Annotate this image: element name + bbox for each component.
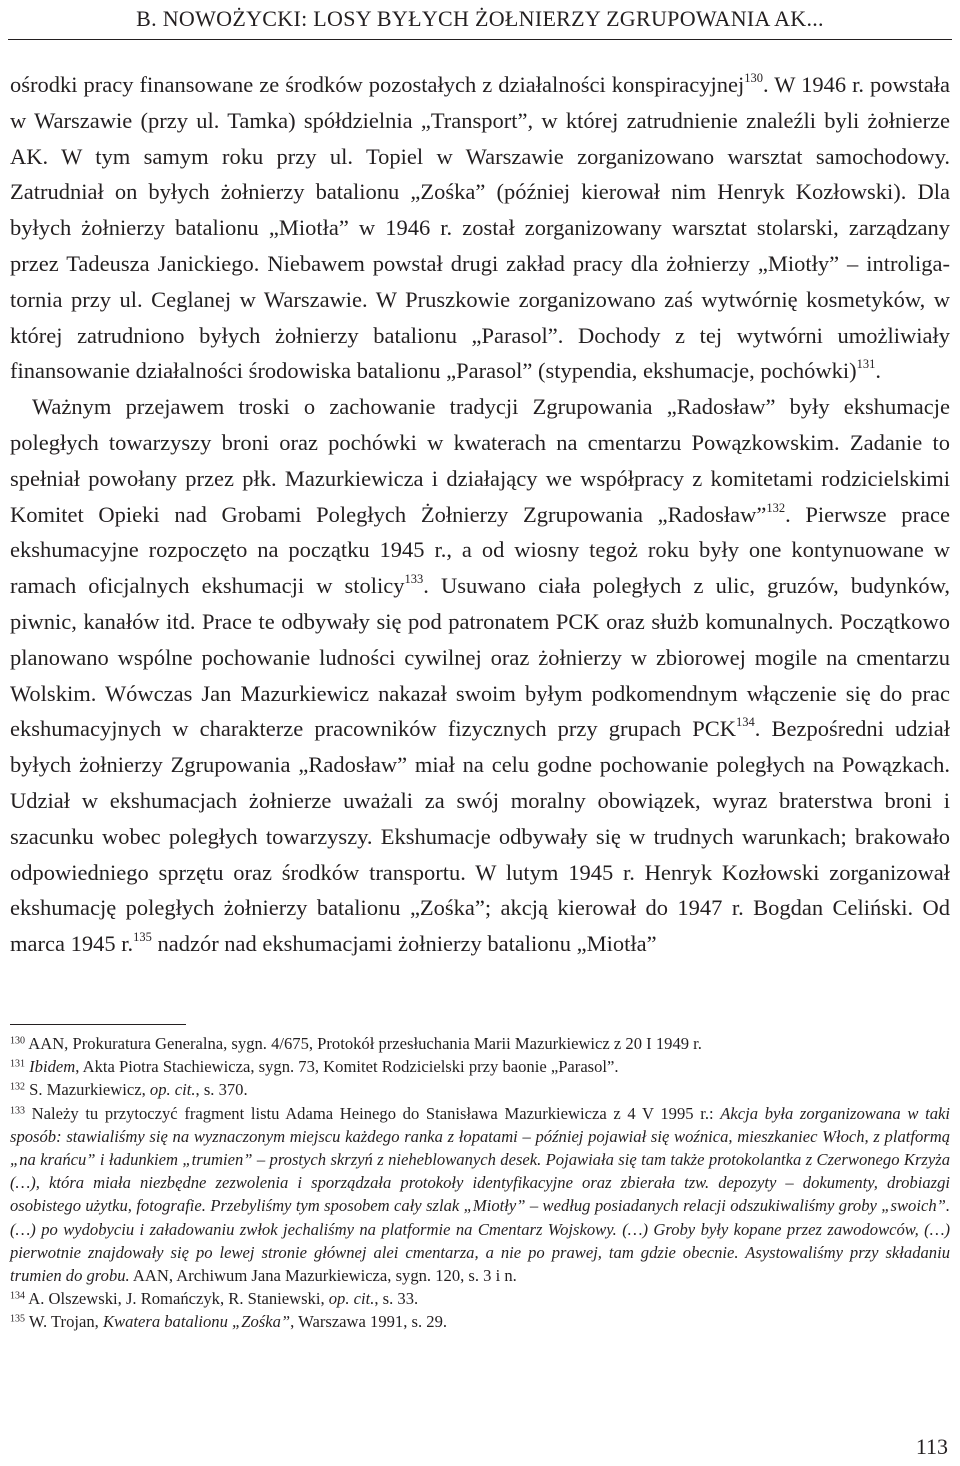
footnote-132	[10, 1078, 950, 1101]
paragraph-text: ośrodki pracy finansowane ze środków pozostałych z działalności konspiracyjnej	[10, 72, 745, 97]
footnote-131	[10, 1055, 950, 1078]
footnote-italic: op. cit.	[149, 1080, 196, 1100]
footnote-135	[10, 1310, 950, 1333]
footnote-italic: op. cit.	[328, 1289, 375, 1309]
footnote-text: AAN, Archiwum Jana Mazurkiewicza, sygn. 120, s. 3 i n.	[129, 1266, 517, 1286]
paragraph-text: . Usuwano ciała poległych z ulic, gruzów, budynków, piwnic, kanałów itd. Prace te odbywały się pod patronatem PCK oraz służb komunalnych. Początkowo planowano wspólne pochowanie ludności cywilnej oraz żołnierzy w zbiorowej mogile na cmentarzu Wolskim. Wówczas Jan Mazurkiewicz nakazał swoim byłym podkomendnym włączenie się do prac ekshumacyjnych w charakterze pracowników fizycznych przy grupach PCK	[10, 573, 950, 742]
paragraph-text: .	[875, 358, 882, 384]
footnote-text: , Warszawa 1991, s. 29.	[290, 1312, 448, 1332]
paragraph-text: . Pierwsze prace ekshumacyjne rozpoczęto na początku 1945 r., a od wiosny tegoż roku były one kontynuowane w ramach oficjalnych ekshumacji w stolicy	[10, 501, 950, 599]
header-rule	[8, 39, 952, 40]
footnote-133	[10, 1102, 950, 1288]
footnote-text: Należy tu przytoczyć fragment listu Adama Heinego do Stanisława Mazurkiewicza z 4 V 1995 r.:	[31, 1103, 721, 1123]
footnote-italic: Akcja była zorganizowana w taki sposób: stawialiśmy się na wyznaczonym miejscu każdego ranka z łopatami – później pojawiał się woźnica, mieszkaniec Włoch, z platformą „na krańcu” i ładunkiem „trumien” – prostych skrzyń z nieheblowanych desek. Pojawiała się tam także protokolantka z Czerwonego Krzyża (…), która miała niezbędne zezwolenia i sporządzała protokoły identyfikacyjne oraz zbierała tzw. depozyty – dokumenty, drobiazgi osobistego użytku, fotografie. Przebyliśmy tym sposobem cały szlak „Miotły” – według posiadanych relacji odszukiwaliśmy groby „swoich”. (…) po wydobyciu i załadowaniu zwłok jechaliśmy na platformie na Cmentarz Wojskowy. (…) Groby były kopane przez zawodowców, (…) pierwotnie znajdowały się po lewej stronie głównej alei cmentarza, a nie po prawej, tam gdzie obecnie. Asystowaliśmy przy składaniu trumien do grobu.	[10, 1103, 950, 1286]
footnotes	[10, 1032, 950, 1334]
footnote-text: A. Olszewski, J. Romańczyk, R. Staniewski,	[28, 1289, 329, 1309]
footnote-italic: Ibidem	[29, 1057, 76, 1077]
footnote-134	[10, 1287, 950, 1310]
footnote-number: 132	[10, 1081, 25, 1093]
footnote-number: 135	[10, 1313, 25, 1325]
footnote-italic: Kwatera batalionu „Zośka”	[102, 1312, 291, 1332]
footnote-number: 131	[10, 1058, 25, 1070]
footnote-text: AAN, Prokuratura Generalna, sygn. 4/675, Protokół przesłuchania Marii Mazurkiewicz z 20 I 1949 r.	[28, 1034, 702, 1053]
paragraph-text: . Bezpośredni udział byłych żołnierzy Zgrupowania „Radosław” miał na celu godne pochowanie poległych na Powązkach. Udział w ekshumacjach żołnierze uważali za swój moralny obowiązek, wyraz braterstwa broni i szacunku wobec poległych towarzyszy. Ekshumacje odbywały się w trudnych warunkach; brakowało odpowiedniego sprzętu oraz środków transportu. W lutym 1945 r. Henryk Kozłowski zorganizował ekshumację poległych żołnierzy batalionu „Zośka”; akcją kierował do 1947 r. Bogdan Celiński. Od marca 1945 r.	[10, 716, 950, 957]
footnote-ref-133[interactable]: 133	[404, 572, 424, 587]
paragraph-2	[10, 389, 950, 962]
footnote-130	[10, 1032, 950, 1055]
body-text	[10, 67, 950, 962]
footnote-ref-135[interactable]: 135	[133, 930, 152, 945]
footnote-text: , s. 370.	[195, 1080, 248, 1100]
footnote-text: S. Mazurkiewicz,	[29, 1080, 150, 1100]
footnote-number: 134	[10, 1290, 25, 1302]
footnote-rule	[10, 1024, 186, 1025]
paragraph-text: Ważnym przejawem troski o zachowanie tradycji Zgrupowania „Radosław” były ekshumacje poległych towarzyszy broni oraz pochówki w kwaterach na cmentarzu Powązkowskim. Zadanie to spełniał powołany przez płk. Mazurkiewicza i działający we współpracy z komitetami rodzicielskimi Komitet Opieki nad Grobami Poległych Żołnierzy Zgrupowania „Radosław”	[10, 394, 950, 527]
paragraph-1	[10, 67, 950, 389]
footnote-number: 130	[10, 1035, 25, 1047]
footnote-ref-131[interactable]: 131	[856, 357, 876, 372]
paragraph-text: . W 1946 r. powstała w Warszawie (przy ul. Tamka) spółdzielnia „Transport”, w której zatrudnienie znaleźli byli żołnierze AK. W tym samym roku przy ul. Topiel w Warszawie zorganizowano warsztat samochodowy. Zatrudniał on byłych żołnierzy batalionu „Zośka” (później kierował nim Henryk Kozłowski). Dla byłych żołnierzy batalionu „Miotła” w 1946 r. został zorganizowany warsztat stolarski, zarządzany przez Tadeusza Janickiego. Niebawem powstał drugi zakład pracy dla żołnierzy „Miotły” – introligatornia przy ul. Ceglanej w Warszawie. W Pruszkowie zorganizowano zaś wytwórnię kosmetyków, w której zatrudniono byłych żołnierzy batalionu „Parasol”. Dochody z tej wytwórni umożliwiały finansowanie działalności środowiska batalionu „Parasol” (stypendia, ekshumacje, pochówki)	[10, 72, 950, 384]
running-header: B. NOWOŻYCKI: LOSY BYŁYCH ŻOŁNIERZY ZGRUPOWANIA AK...	[136, 6, 824, 31]
footnote-number: 133	[10, 1105, 25, 1117]
footnote-text: , Akta Piotra Stachiewicza, sygn. 73, Komitet Rodzicielski przy baonie „Parasol”.	[75, 1057, 619, 1077]
footnote-ref-132[interactable]: 132	[766, 500, 786, 515]
footnote-ref-134[interactable]: 134	[736, 715, 755, 730]
page-number: 113	[915, 1434, 948, 1459]
paragraph-text: nadzór nad ekshumacjami żołnierzy batalionu „Miotła”	[151, 931, 657, 957]
footnote-ref-130[interactable]: 130	[744, 71, 763, 85]
footnote-text: W. Trojan,	[28, 1312, 103, 1332]
footnote-text: , s. 33.	[374, 1289, 419, 1309]
